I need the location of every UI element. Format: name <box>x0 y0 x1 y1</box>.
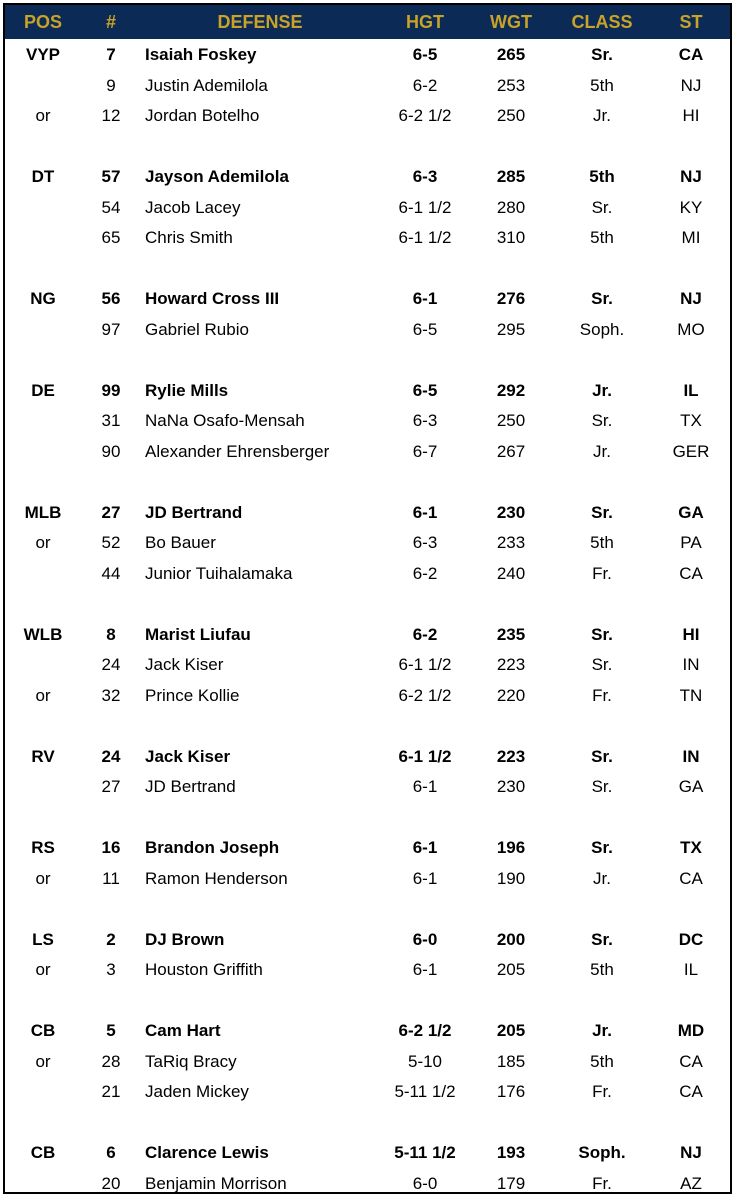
player-height: 6-1 <box>412 838 438 857</box>
header-weight: WGT <box>490 12 532 32</box>
player-weight: 230 <box>496 502 526 522</box>
player-height: 6-1 1/2 <box>398 197 452 217</box>
player-weight: 230 <box>496 777 526 796</box>
player-number: 7 <box>106 45 116 64</box>
player-class: Sr. <box>591 838 613 857</box>
player-state: CA <box>679 868 703 888</box>
player-position: RV <box>31 746 55 766</box>
player-class: Jr. <box>592 1021 612 1040</box>
player-weight: 310 <box>496 228 526 247</box>
player-state: IL <box>683 960 699 979</box>
player-height: 6-3 <box>412 411 438 430</box>
player-weight: 240 <box>496 563 526 583</box>
player-height: 6-2 1/2 <box>398 106 452 125</box>
player-position: or <box>35 685 51 705</box>
table-row <box>5 284 730 314</box>
table-row <box>5 681 730 711</box>
player-name: Houston Griffith <box>145 960 263 979</box>
player-weight: 265 <box>496 45 526 64</box>
player-height: 6-1 <box>412 868 438 888</box>
player-state: MD <box>677 1021 705 1040</box>
player-weight: 285 <box>496 167 526 186</box>
player-state: TX <box>680 411 702 430</box>
player-weight: 190 <box>496 868 526 888</box>
table-row <box>5 162 730 192</box>
table-row <box>5 620 730 650</box>
player-name: DJ Brown <box>145 929 225 949</box>
player-position <box>5 772 81 802</box>
player-name: Justin Ademilola <box>145 75 268 95</box>
player-class: Sr. <box>591 289 613 308</box>
table-row <box>5 650 730 680</box>
player-class: Jr. <box>593 106 611 125</box>
player-class: 5th <box>590 75 614 95</box>
player-state: GA <box>678 777 704 796</box>
player-number: 54 <box>101 197 121 217</box>
player-number: 27 <box>101 502 121 522</box>
player-weight: 185 <box>496 1051 526 1071</box>
player-weight: 253 <box>496 75 526 95</box>
depth-chart-table <box>3 3 732 1194</box>
player-class: Fr. <box>592 1082 612 1101</box>
player-number: 20 <box>101 1173 121 1193</box>
player-weight: 250 <box>496 106 526 125</box>
player-state: NJ <box>680 75 702 95</box>
player-number: 27 <box>101 777 121 796</box>
player-number: 44 <box>101 563 121 583</box>
player-name: Gabriel Rubio <box>145 319 249 339</box>
player-name: NaNa Osafo-Mensah <box>145 411 305 430</box>
player-name: Jaden Mickey <box>145 1082 249 1101</box>
table-row <box>5 376 730 406</box>
player-number: 57 <box>101 167 121 186</box>
player-number: 9 <box>106 75 116 95</box>
player-class: Fr. <box>592 685 612 705</box>
player-position <box>5 223 81 253</box>
player-height: 6-5 <box>412 380 438 400</box>
player-weight: 223 <box>496 746 526 766</box>
player-height: 6-1 1/2 <box>398 228 452 247</box>
player-number: 56 <box>101 289 121 308</box>
player-position <box>5 315 81 345</box>
player-weight: 295 <box>496 319 526 339</box>
player-number: 90 <box>101 441 121 461</box>
player-height: 6-1 <box>412 502 438 522</box>
player-position: NG <box>30 289 56 308</box>
table-row <box>5 833 730 863</box>
player-height: 6-7 <box>412 441 438 461</box>
player-weight: 205 <box>496 960 526 979</box>
player-position: DT <box>31 167 55 186</box>
player-height: 6-2 <box>412 75 438 95</box>
player-name: Junior Tuihalamaka <box>145 563 293 583</box>
table-row <box>5 528 730 558</box>
table-row <box>5 1077 730 1107</box>
player-name: Cam Hart <box>145 1021 221 1040</box>
player-name: Jack Kiser <box>145 655 224 674</box>
player-class: 5th <box>590 533 614 552</box>
player-position: VYP <box>25 45 61 64</box>
player-number: 6 <box>106 1143 116 1162</box>
player-state: CA <box>679 1082 703 1101</box>
player-position <box>5 406 81 436</box>
player-weight: 250 <box>496 411 526 430</box>
player-height: 6-3 <box>412 167 438 186</box>
player-name: Chris Smith <box>145 228 233 247</box>
player-name: Jordan Botelho <box>145 106 260 125</box>
player-position: or <box>35 533 51 552</box>
player-state: HI <box>682 624 700 644</box>
player-name: Howard Cross III <box>145 289 280 308</box>
header-defense: DEFENSE <box>217 12 303 32</box>
player-weight: 220 <box>496 685 526 705</box>
table-row <box>5 223 730 253</box>
player-name: Prince Kollie <box>145 685 240 705</box>
table-row <box>5 498 730 528</box>
player-state: DC <box>678 929 704 949</box>
header-state: ST <box>679 12 703 32</box>
player-state: PA <box>680 533 702 552</box>
player-class: Sr. <box>591 45 613 64</box>
player-state: MI <box>681 228 701 247</box>
table-row <box>5 315 730 345</box>
player-number: 52 <box>101 533 121 552</box>
player-state: CA <box>679 563 703 583</box>
player-name: Clarence Lewis <box>145 1143 269 1162</box>
player-height: 6-1 <box>412 289 438 308</box>
player-height: 6-2 <box>412 624 438 644</box>
player-class: Fr. <box>592 1173 612 1193</box>
player-class: Sr. <box>591 411 613 430</box>
player-weight: 205 <box>496 1021 526 1040</box>
player-height: 6-2 1/2 <box>398 1021 452 1040</box>
player-height: 5-10 <box>407 1051 443 1071</box>
player-height: 6-0 <box>412 1173 438 1193</box>
player-number: 32 <box>101 685 121 705</box>
player-class: Sr. <box>591 746 613 766</box>
player-position: or <box>35 1051 51 1071</box>
player-state: HI <box>682 106 700 125</box>
player-height: 6-3 <box>412 533 438 552</box>
player-name: Jack Kiser <box>145 746 231 766</box>
player-class: Jr. <box>593 441 611 461</box>
player-class: Jr. <box>593 868 611 888</box>
player-number: 2 <box>106 929 116 949</box>
player-name: Alexander Ehrensberger <box>145 441 330 461</box>
player-position: CB <box>30 1021 56 1040</box>
player-height: 6-0 <box>412 929 438 949</box>
player-position: RS <box>31 838 55 857</box>
player-weight: 179 <box>496 1173 526 1193</box>
player-class: 5th <box>590 228 614 247</box>
player-class: Jr. <box>592 380 612 400</box>
player-position: LS <box>32 929 54 949</box>
player-number: 3 <box>106 960 116 979</box>
table-row <box>5 864 730 894</box>
player-position: or <box>35 960 51 979</box>
player-state: NJ <box>680 1143 702 1162</box>
player-state: NJ <box>680 289 702 308</box>
table-row <box>5 406 730 436</box>
player-position: DE <box>31 380 55 400</box>
player-class: Sr. <box>591 929 613 949</box>
player-state: IN <box>682 746 700 766</box>
player-position: or <box>35 106 51 125</box>
player-name: Bo Bauer <box>145 533 216 552</box>
player-position: MLB <box>24 502 62 522</box>
player-state: MO <box>677 319 705 339</box>
player-class: Sr. <box>591 624 613 644</box>
player-number: 24 <box>101 746 121 766</box>
player-number: 99 <box>101 380 121 400</box>
player-name: Jacob Lacey <box>145 197 241 217</box>
player-height: 6-1 <box>412 960 438 979</box>
player-name: JD Bertrand <box>145 502 243 522</box>
player-state: GER <box>672 441 710 461</box>
player-weight: 280 <box>496 197 526 217</box>
header-height: HGT <box>406 12 444 32</box>
player-state: AZ <box>680 1173 702 1193</box>
player-weight: 292 <box>496 380 526 400</box>
player-state: TX <box>680 838 702 857</box>
player-weight: 193 <box>496 1143 526 1162</box>
player-height: 6-1 <box>412 777 438 796</box>
player-number: 16 <box>101 838 121 857</box>
player-class: Fr. <box>592 563 612 583</box>
player-position <box>5 650 81 680</box>
player-number: 24 <box>101 655 121 674</box>
table-row <box>5 742 730 772</box>
player-name: Jayson Ademilola <box>145 167 289 186</box>
player-number: 28 <box>101 1051 121 1071</box>
player-number: 97 <box>101 319 121 339</box>
table-row <box>5 1016 730 1046</box>
table-row <box>5 1138 730 1168</box>
player-name: Rylie Mills <box>145 380 229 400</box>
player-weight: 223 <box>496 655 526 674</box>
player-state: KY <box>679 197 703 217</box>
player-height: 6-2 1/2 <box>398 685 452 705</box>
header-number: # <box>105 12 116 32</box>
player-height: 5-11 1/2 <box>394 1082 456 1101</box>
player-class: Sr. <box>591 777 613 796</box>
player-class: Soph. <box>579 319 625 339</box>
table-row <box>5 925 730 955</box>
player-height: 6-2 <box>412 563 438 583</box>
player-name: JD Bertrand <box>145 777 236 796</box>
player-position: CB <box>30 1143 56 1162</box>
table-row <box>5 1047 730 1077</box>
player-number: 5 <box>106 1021 116 1040</box>
player-weight: 235 <box>496 624 526 644</box>
table-row <box>5 559 730 589</box>
player-name: TaRiq Bracy <box>145 1051 237 1071</box>
player-position: or <box>35 868 51 888</box>
table-row <box>5 71 730 101</box>
player-state: IN <box>682 655 700 674</box>
player-class: 5th <box>590 1051 614 1071</box>
player-height: 5-11 1/2 <box>394 1143 456 1162</box>
player-height: 6-1 1/2 <box>398 655 452 674</box>
player-weight: 233 <box>496 533 526 552</box>
table-row <box>5 437 730 467</box>
player-class: Sr. <box>591 197 613 217</box>
player-name: Isaiah Foskey <box>145 45 257 64</box>
player-position <box>5 1077 81 1107</box>
table-row <box>5 193 730 223</box>
player-position: WLB <box>23 624 63 644</box>
player-number: 65 <box>101 228 121 247</box>
player-class: 5th <box>590 960 614 979</box>
player-class: Sr. <box>591 502 613 522</box>
player-weight: 196 <box>496 838 526 857</box>
table-row <box>5 955 730 985</box>
player-name: Brandon Joseph <box>145 838 280 857</box>
table-row <box>5 772 730 802</box>
table-row <box>5 101 730 131</box>
header-class: CLASS <box>571 12 633 32</box>
header-pos: POS <box>23 12 62 32</box>
player-state: NJ <box>680 167 702 186</box>
player-number: 8 <box>106 624 116 644</box>
player-name: Marist Liufau <box>145 624 251 644</box>
player-weight: 200 <box>496 929 526 949</box>
player-position <box>5 1169 81 1199</box>
player-weight: 276 <box>496 289 526 308</box>
table-row <box>5 1169 730 1199</box>
player-height: 6-1 1/2 <box>398 746 452 766</box>
player-position <box>5 193 81 223</box>
player-position <box>5 559 81 589</box>
player-number: 12 <box>101 106 121 125</box>
player-state: GA <box>678 502 704 522</box>
table-row <box>5 40 730 70</box>
player-number: 11 <box>102 868 120 888</box>
player-height: 6-5 <box>412 319 438 339</box>
player-position <box>5 437 81 467</box>
player-number: 31 <box>101 411 121 430</box>
player-state: IL <box>683 380 699 400</box>
table-header <box>5 5 730 39</box>
player-class: Soph. <box>578 1143 626 1162</box>
player-weight: 176 <box>496 1082 526 1101</box>
player-weight: 267 <box>496 441 526 461</box>
player-state: CA <box>679 1051 703 1071</box>
player-name: Benjamin Morrison <box>145 1173 287 1193</box>
player-number: 21 <box>101 1082 121 1101</box>
player-name: Ramon Henderson <box>145 868 288 888</box>
player-class: Sr. <box>591 655 613 674</box>
player-position <box>5 71 81 101</box>
player-class: 5th <box>589 167 615 186</box>
player-state: TN <box>679 685 703 705</box>
player-height: 6-5 <box>412 45 438 64</box>
player-state: CA <box>678 45 704 64</box>
